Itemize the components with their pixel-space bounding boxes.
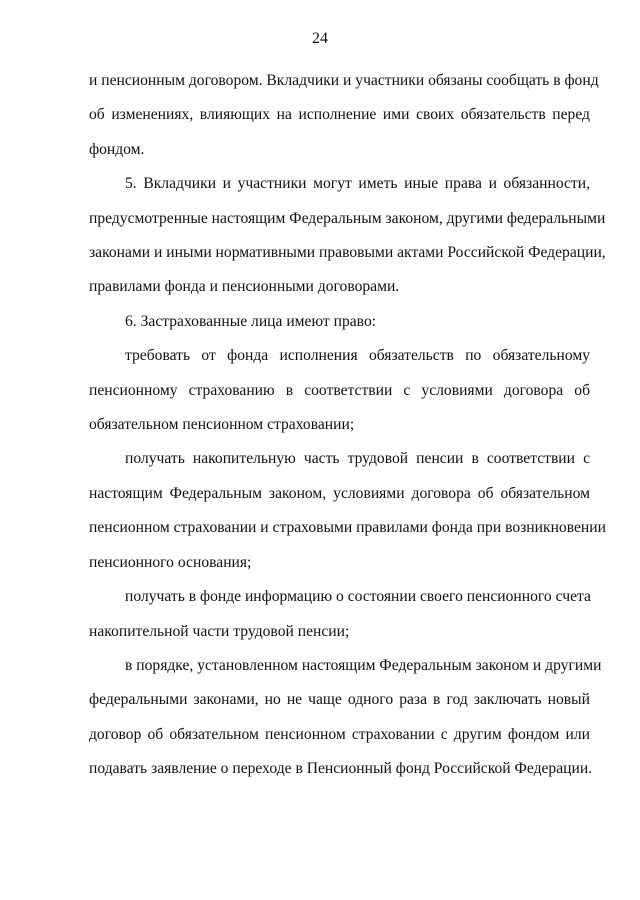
text-line: и пенсионным договором. Вкладчики и участники обязаны сообщать в фонд <box>89 72 599 89</box>
text-line: обязательном пенсионном страховании; <box>89 416 355 434</box>
text-line: в порядке, установленном настоящим Федеральным законом и другими <box>125 656 602 674</box>
text-line: получать в фонде информацию о состоянии своего пенсионного счета <box>125 588 591 606</box>
text-line: пенсионного основания; <box>89 553 252 571</box>
text-line: накопительной части трудовой пенсии; <box>89 622 350 640</box>
text-line: предусмотренные настоящим Федеральным законом, другими федеральными <box>89 209 606 227</box>
paragraph-3 <box>89 305 590 339</box>
text-line: требовать от фонда исполнения обязательств по обязательному <box>125 347 590 365</box>
paragraph-4 <box>89 339 590 442</box>
text-line: подавать заявление о переходе в Пенсионный фонд Российской Федерации. <box>89 760 593 778</box>
document-body <box>89 64 606 787</box>
paragraph-1 <box>89 64 599 167</box>
text-line: пенсионному страхованию в соответствии с условиями договора об <box>89 381 590 399</box>
paragraph-2 <box>89 167 606 305</box>
page-number: 24 <box>312 30 328 47</box>
paragraph-6 <box>89 580 590 649</box>
text-line: об изменениях, влияющих на исполнение ими своих обязательств перед <box>89 106 590 124</box>
text-line: настоящим Федеральным законом, условиями договора об обязательном <box>89 484 590 502</box>
text-line: получать накопительную часть трудовой пенсии в соответствии с <box>125 450 590 468</box>
text-line: федеральными законами, но не чаще одного раза в год заключать новый <box>89 691 590 709</box>
text-line: договор об обязательном пенсионном страховании с другим фондом или <box>89 725 590 743</box>
text-line: 6. Застрахованные лица имеют право: <box>125 312 377 330</box>
paragraph-7 <box>89 649 602 787</box>
paragraph-5 <box>89 442 606 580</box>
text-line: правилами фонда и пенсионными договорами. <box>89 278 400 296</box>
text-line: 5. Вкладчики и участники могут иметь иные права и обязанности, <box>125 175 590 193</box>
text-line: фондом. <box>89 140 145 158</box>
text-line: пенсионном страховании и страховыми правилами фонда при возникновении <box>89 519 606 537</box>
text-line: законами и иными нормативными правовыми актами Российской Федерации, <box>89 244 606 262</box>
